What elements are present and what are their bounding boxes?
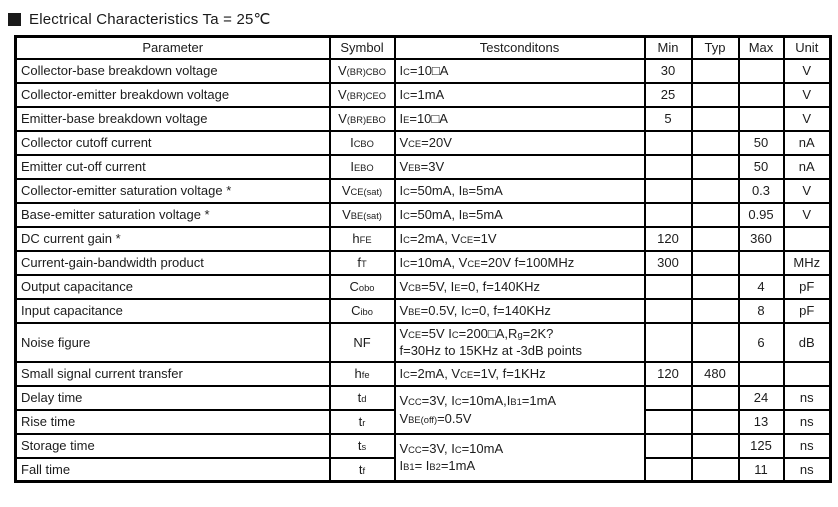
- cell-max: [739, 83, 784, 107]
- cell-unit: [784, 362, 831, 386]
- cell-unit: [784, 227, 831, 251]
- cell-conditions: IC=50mA, IB=5mA: [395, 179, 645, 203]
- cell-symbol: NF: [330, 323, 395, 362]
- column-header-max: Max: [739, 37, 784, 59]
- cell-parameter: Emitter cut-off current: [16, 155, 330, 179]
- cell-typ: [692, 155, 739, 179]
- cell-max: [739, 59, 784, 83]
- cell-max: 50: [739, 131, 784, 155]
- cell-parameter: DC current gain *: [16, 227, 330, 251]
- cell-conditions: VCB=5V, IE=0, f=140KHz: [395, 275, 645, 299]
- cell-min: 300: [645, 251, 692, 275]
- cell-unit: V: [784, 59, 831, 83]
- column-header-min: Min: [645, 37, 692, 59]
- cell-unit: ns: [784, 410, 831, 434]
- cell-min: [645, 299, 692, 323]
- cell-max: 4: [739, 275, 784, 299]
- cell-typ: [692, 59, 739, 83]
- cell-conditions: VBE=0.5V, IC=0, f=140KHz: [395, 299, 645, 323]
- cell-unit: ns: [784, 386, 831, 410]
- cell-min: [645, 323, 692, 362]
- cell-symbol: hFE: [330, 227, 395, 251]
- cell-symbol: hfe: [330, 362, 395, 386]
- cell-unit: V: [784, 203, 831, 227]
- cell-min: [645, 386, 692, 410]
- cell-min: [645, 131, 692, 155]
- cell-conditions: IC=2mA, VCE=1V: [395, 227, 645, 251]
- cell-symbol: tr: [330, 410, 395, 434]
- cell-symbol: fT: [330, 251, 395, 275]
- cell-parameter: Delay time: [16, 386, 330, 410]
- cell-typ: 480: [692, 362, 739, 386]
- cell-conditions: IC=1mA: [395, 83, 645, 107]
- cell-symbol: ICBO: [330, 131, 395, 155]
- table-row: [16, 83, 831, 107]
- column-header-parameter: Parameter: [16, 37, 330, 59]
- cell-unit: ns: [784, 458, 831, 482]
- cell-parameter: Rise time: [16, 410, 330, 434]
- table-row: [16, 275, 831, 299]
- cell-symbol: V(BR)CEO: [330, 83, 395, 107]
- table-row: [16, 323, 831, 362]
- cell-max: 11: [739, 458, 784, 482]
- cell-parameter: Fall time: [16, 458, 330, 482]
- cell-typ: [692, 299, 739, 323]
- table-row: [16, 203, 831, 227]
- cell-symbol: tf: [330, 458, 395, 482]
- cell-max: [739, 251, 784, 275]
- cell-parameter: Storage time: [16, 434, 330, 458]
- cell-typ: [692, 83, 739, 107]
- cell-max: 6: [739, 323, 784, 362]
- cell-conditions: VCE=20V: [395, 131, 645, 155]
- cell-max: 13: [739, 410, 784, 434]
- cell-max: 125: [739, 434, 784, 458]
- cell-symbol: td: [330, 386, 395, 410]
- cell-typ: [692, 107, 739, 131]
- cell-typ: [692, 203, 739, 227]
- cell-min: [645, 179, 692, 203]
- cell-min: [645, 275, 692, 299]
- cell-min: [645, 155, 692, 179]
- cell-conditions: VCE=5V IC=200□A,Rg=2K? f=30Hz to 15KHz at -3dB points: [395, 323, 645, 362]
- column-header-testconditions: Testconditons: [395, 37, 645, 59]
- section-title: Electrical Characteristics Ta = 25℃: [29, 11, 271, 28]
- cell-min: [645, 203, 692, 227]
- cell-min: 120: [645, 227, 692, 251]
- cell-max: 0.95: [739, 203, 784, 227]
- table-row: [16, 107, 831, 131]
- cell-typ: [692, 179, 739, 203]
- cell-conditions-merged: VCC=3V, IC=10mA IB1= IB2=1mA: [395, 434, 645, 482]
- table-row: [16, 227, 831, 251]
- cell-symbol: VCE(sat): [330, 179, 395, 203]
- cell-parameter: Collector-base breakdown voltage: [16, 59, 330, 83]
- cell-typ: [692, 251, 739, 275]
- cell-unit: pF: [784, 275, 831, 299]
- cell-unit: nA: [784, 131, 831, 155]
- cell-parameter: Small signal current transfer: [16, 362, 330, 386]
- cell-parameter: Base-emitter saturation voltage *: [16, 203, 330, 227]
- table-row: [16, 299, 831, 323]
- cell-typ: [692, 434, 739, 458]
- table-row: [16, 434, 831, 458]
- cell-symbol: V(BR)EBO: [330, 107, 395, 131]
- cell-conditions: IE=10□A: [395, 107, 645, 131]
- cell-unit: dB: [784, 323, 831, 362]
- cell-min: 120: [645, 362, 692, 386]
- table-row: [16, 131, 831, 155]
- cell-typ: [692, 131, 739, 155]
- cell-symbol: IEBO: [330, 155, 395, 179]
- cell-symbol: V(BR)CBO: [330, 59, 395, 83]
- cell-typ: [692, 410, 739, 434]
- table-row: [16, 362, 831, 386]
- cell-unit: MHz: [784, 251, 831, 275]
- table-row: [16, 386, 831, 410]
- table-row: [16, 155, 831, 179]
- column-header-unit: Unit: [784, 37, 831, 59]
- cell-symbol: Cobo: [330, 275, 395, 299]
- cell-unit: V: [784, 179, 831, 203]
- cell-min: [645, 458, 692, 482]
- electrical-characteristics-table: [14, 35, 832, 483]
- cell-typ: [692, 227, 739, 251]
- cell-typ: [692, 323, 739, 362]
- cell-typ: [692, 386, 739, 410]
- cell-conditions: IC=2mA, VCE=1V, f=1KHz: [395, 362, 645, 386]
- cell-max: [739, 107, 784, 131]
- cell-parameter: Emitter-base breakdown voltage: [16, 107, 330, 131]
- cell-typ: [692, 458, 739, 482]
- cell-parameter: Output capacitance: [16, 275, 330, 299]
- cell-max: 24: [739, 386, 784, 410]
- cell-unit: nA: [784, 155, 831, 179]
- cell-symbol: Cibo: [330, 299, 395, 323]
- cell-symbol: ts: [330, 434, 395, 458]
- cell-max: 8: [739, 299, 784, 323]
- cell-parameter: Current-gain-bandwidth product: [16, 251, 330, 275]
- cell-conditions: IC=10□A: [395, 59, 645, 83]
- cell-min: 30: [645, 59, 692, 83]
- table-row: [16, 59, 831, 83]
- cell-parameter: Collector cutoff current: [16, 131, 330, 155]
- cell-min: 5: [645, 107, 692, 131]
- column-header-symbol: Symbol: [330, 37, 395, 59]
- cell-unit: V: [784, 83, 831, 107]
- cell-symbol: VBE(sat): [330, 203, 395, 227]
- table-row: [16, 179, 831, 203]
- cell-conditions: VEB=3V: [395, 155, 645, 179]
- table-header-row: [16, 37, 831, 59]
- cell-conditions: IC=50mA, IB=5mA: [395, 203, 645, 227]
- cell-parameter: Collector-emitter saturation voltage *: [16, 179, 330, 203]
- cell-conditions: IC=10mA, VCE=20V f=100MHz: [395, 251, 645, 275]
- cell-min: [645, 410, 692, 434]
- cell-max: 50: [739, 155, 784, 179]
- cell-min: [645, 434, 692, 458]
- cell-parameter: Noise figure: [16, 323, 330, 362]
- column-header-typ: Typ: [692, 37, 739, 59]
- cell-min: 25: [645, 83, 692, 107]
- table-row: [16, 251, 831, 275]
- cell-conditions-merged: VCC=3V, IC=10mA,IB1=1mA VBE(off)=0.5V: [395, 386, 645, 434]
- cell-max: 0.3: [739, 179, 784, 203]
- cell-unit: ns: [784, 434, 831, 458]
- section-title-row: [8, 10, 838, 28]
- cell-unit: pF: [784, 299, 831, 323]
- cell-max: [739, 362, 784, 386]
- cell-parameter: Input capacitance: [16, 299, 330, 323]
- cell-parameter: Collector-emitter breakdown voltage: [16, 83, 330, 107]
- cell-max: 360: [739, 227, 784, 251]
- cell-unit: V: [784, 107, 831, 131]
- cell-typ: [692, 275, 739, 299]
- black-square-bullet-icon: [8, 13, 21, 26]
